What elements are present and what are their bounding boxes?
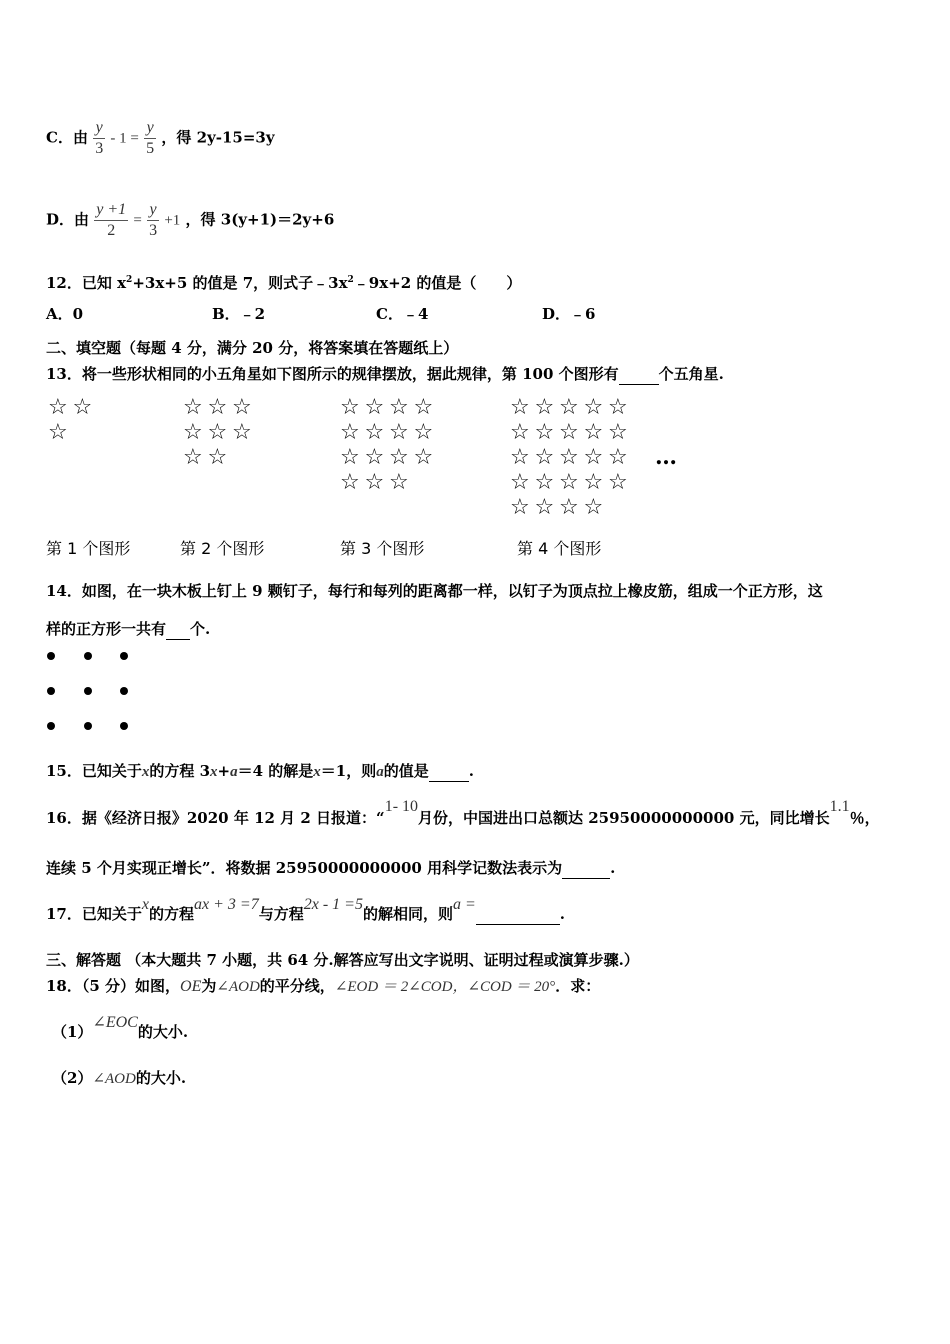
star-icon: ☆ — [207, 445, 228, 470]
q17-stem: 17．已知关于x的方程ax + 3 =7与方程2x - 1 =5的解相同，则a = . — [46, 896, 565, 923]
star-icon: ☆ — [364, 420, 385, 445]
star-icon: ☆ — [48, 420, 68, 445]
star-icon: ☆ — [183, 420, 203, 445]
star-icon: ☆ — [534, 495, 555, 520]
star-icon: ☆ — [48, 395, 68, 420]
q11-d-plus: +1 — [164, 212, 181, 229]
q11-option-d — [46, 200, 334, 241]
star-icon: ☆ — [207, 395, 228, 420]
q13-caption-2: 第 2 个图形 — [180, 539, 265, 558]
star-icon: ☆ — [72, 395, 93, 420]
q18-stem: 18．（5 分）如图，OE为∠AOD的平分线，∠EOD ＝ 2∠COD，∠COD ＝ 20°．求： — [46, 977, 601, 995]
star-icon: ☆ — [183, 445, 203, 470]
q16-line1: 16．据《经济日报》2020 年 12 月 2 日报道：“1- 10月份，中国进出口总额达 25950000000000 元，同比增长1.1％， — [46, 798, 880, 827]
star-icon: ☆ — [559, 420, 579, 445]
star-icon: ☆ — [608, 445, 628, 470]
star-icon: ☆ — [232, 420, 252, 445]
star-icon: ☆ — [534, 420, 555, 445]
q16-answer-blank[interactable] — [562, 858, 610, 879]
star-icon: ☆ — [510, 470, 530, 495]
star-icon: ☆ — [534, 445, 555, 470]
q11-d-middle: = — [133, 212, 142, 229]
q11-c-middle: - 1 = — [110, 130, 139, 147]
q13-ellipsis: … — [655, 444, 677, 470]
star-icon: ☆ — [364, 395, 385, 420]
q14-line2: 样的正方形一共有 个. — [46, 620, 211, 638]
q16-line2: 连续 5 个月实现正增长”．将数据 25950000000000 用科学记数法表示为 . — [46, 859, 616, 877]
q14-answer-blank[interactable] — [166, 619, 190, 640]
star-icon: ☆ — [364, 445, 385, 470]
star-icon: ☆ — [608, 470, 628, 495]
q12-option-d: D．﹣6 — [542, 305, 596, 323]
star-icon: ☆ — [510, 495, 530, 520]
q12-stem: 12．已知 $x^2+3x+5$ 的值是 7，则式子$﹣3x^2﹣9x+2$ 的值是（ ） — [46, 274, 522, 292]
q12-option-a: A．0 — [46, 305, 84, 323]
star-icon: ☆ — [340, 395, 360, 420]
star-icon: ☆ — [207, 420, 228, 445]
star-icon: ☆ — [559, 495, 579, 520]
q11-d-fraction-1: $\frac{y +1}{2}$ — [96, 201, 127, 239]
q18-part2: （2）∠AOD的大小. — [52, 1069, 187, 1087]
q13-answer-blank[interactable] — [619, 364, 659, 385]
star-icon: ☆ — [364, 470, 385, 495]
star-icon: ☆ — [583, 420, 604, 445]
q11-d-label: D．由 — [46, 210, 90, 229]
q11-c-label: C．由 — [46, 128, 88, 147]
star-icon: ☆ — [510, 445, 530, 470]
star-icon: ☆ — [389, 395, 409, 420]
star-icon: ☆ — [232, 395, 252, 420]
q11-d-fraction-2: $\frac{y}{3}$ — [149, 201, 158, 239]
q11-c-fraction-2: $\frac{y}{5}$ — [146, 119, 155, 157]
star-icon: ☆ — [413, 395, 434, 420]
star-icon: ☆ — [583, 395, 604, 420]
star-icon: ☆ — [510, 420, 530, 445]
star-icon: ☆ — [340, 420, 360, 445]
star-icon: ☆ — [583, 470, 604, 495]
q12-option-b: B．﹣2 — [212, 305, 266, 323]
star-icon: ☆ — [534, 470, 555, 495]
q13-stem: 13．将一些形状相同的小五角星如下图所示的规律摆放，据此规律，第 100 个图形有 个五角星. — [46, 365, 724, 383]
star-icon: ☆ — [534, 395, 555, 420]
star-icon: ☆ — [340, 445, 360, 470]
q14-line1: 14．如图，在一块木板上钉上 9 颗钉子，每行和每列的距离都一样，以钉子为顶点拉上橡皮筋，组成一个正方形，这 — [46, 582, 823, 600]
star-icon: ☆ — [559, 470, 579, 495]
q13-caption-4: 第 4 个图形 — [517, 539, 602, 558]
star-icon: ☆ — [183, 395, 203, 420]
q18-part1: （1）∠EOC的大小. — [52, 1014, 189, 1041]
star-icon: ☆ — [583, 495, 604, 520]
star-icon: ☆ — [559, 395, 579, 420]
nail-dot — [47, 652, 55, 660]
q17-answer-blank[interactable] — [476, 904, 560, 925]
nail-dot — [84, 687, 92, 695]
nail-dot — [84, 722, 92, 730]
section2-title: 二、填空题（每题 4 分，满分 20 分，将答案填在答题纸上） — [46, 339, 459, 357]
q12-option-c: C．﹣4 — [376, 305, 429, 323]
nail-dot — [47, 687, 55, 695]
q11-c-fraction-1: $\frac{y}{3}$ — [95, 119, 104, 157]
nail-dot — [120, 687, 128, 695]
q13-caption-3: 第 3 个图形 — [340, 539, 425, 558]
star-icon: ☆ — [389, 420, 409, 445]
section3-title: 三、解答题 （本大题共 7 小题，共 64 分.解答应写出文字说明、证明过程或演算步骤.） — [46, 951, 639, 969]
nail-dot — [47, 722, 55, 730]
star-icon: ☆ — [583, 445, 604, 470]
nail-dot — [84, 652, 92, 660]
q15-stem: 15．已知关于x的方程 3x+a＝4 的解是x＝1，则a的值是 . — [46, 762, 474, 780]
nail-dot — [120, 652, 128, 660]
star-icon: ☆ — [510, 395, 530, 420]
star-icon: ☆ — [340, 470, 360, 495]
star-icon: ☆ — [608, 420, 628, 445]
star-icon: ☆ — [389, 470, 409, 495]
q11-option-c — [46, 118, 275, 159]
star-icon: ☆ — [559, 445, 579, 470]
q11-d-result: ，得 3(y+1)＝2y+6 — [185, 210, 335, 229]
q15-answer-blank[interactable] — [429, 761, 469, 782]
star-icon: ☆ — [413, 445, 434, 470]
q11-c-result: ，得 2y-15=3y — [161, 128, 275, 147]
q13-caption-1: 第 1 个图形 — [46, 539, 131, 558]
star-icon: ☆ — [608, 395, 628, 420]
star-icon: ☆ — [413, 420, 434, 445]
nail-dot — [120, 722, 128, 730]
star-icon: ☆ — [389, 445, 409, 470]
